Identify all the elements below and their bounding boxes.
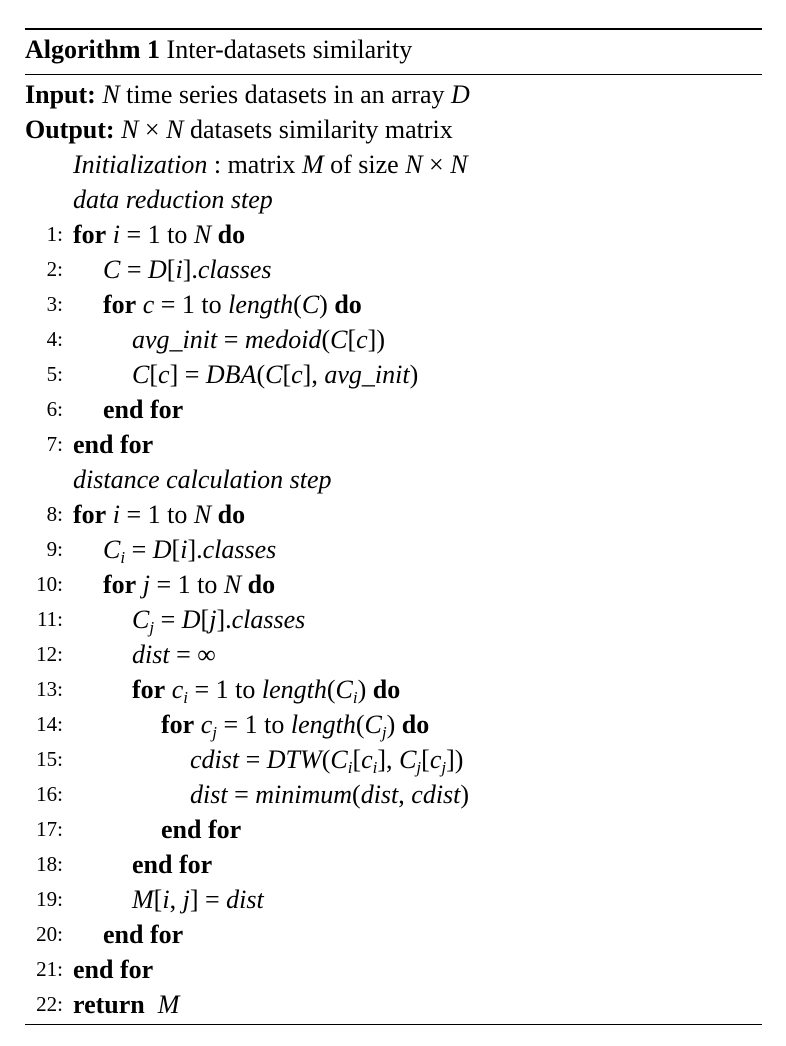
line-code: end for [161, 815, 242, 844]
line-number: 2: [46, 257, 63, 281]
line-number: 11: [36, 607, 63, 631]
line-number: 7: [46, 432, 63, 456]
line-code: end for [103, 920, 184, 949]
line-code: end for [73, 955, 154, 984]
line-number: 16: [36, 782, 63, 806]
algorithm-line-header [25, 147, 762, 182]
algorithm-line-8 [25, 497, 762, 532]
line-code: for $c_j = 1$ to $length(C_j)$ do [161, 710, 430, 742]
line-code: Input: N time series datasets in an array D [25, 80, 470, 109]
line-number: 20: [36, 922, 63, 946]
algorithm-line-header [25, 77, 762, 112]
line-code: distance calculation step [73, 465, 332, 494]
line-number: 5: [46, 362, 63, 386]
line-code: for c = 1 to length(C) do [103, 290, 362, 319]
algorithm-line-2 [25, 252, 762, 287]
line-code: for i = 1 to N do [73, 500, 246, 529]
algorithm-line-10 [25, 567, 762, 602]
line-number: 15: [36, 747, 63, 771]
line-code: Initialization : matrix M of size N × N [73, 150, 468, 179]
algorithm-line-11 [25, 602, 762, 637]
line-code: cdist = $DTW(C_i[c_i]$, $C_j[c_j]$) [190, 745, 464, 777]
algorithm-line-header [25, 182, 762, 217]
line-code: end for [103, 395, 184, 424]
line-number: 9: [46, 537, 63, 561]
line-code: end for [73, 430, 154, 459]
line-number: 17: [36, 817, 63, 841]
algorithm-line-19 [25, 882, 762, 917]
line-code: end for [132, 850, 213, 879]
bottom-rule [25, 1024, 762, 1025]
algorithm-line-3 [25, 287, 762, 322]
line-code: M[i, j] = dist [132, 885, 264, 914]
algorithm-lines [25, 75, 762, 1022]
line-number: 14: [36, 712, 63, 736]
algorithm-line-17 [25, 812, 762, 847]
line-number: 18: [36, 852, 63, 876]
line-number: 19: [36, 887, 63, 911]
algorithm-line-21 [25, 952, 762, 987]
algorithm-line-14 [25, 707, 762, 742]
line-number: 1: [46, 222, 63, 246]
algorithm-line-header [25, 112, 762, 147]
line-number: 21: [36, 957, 63, 981]
line-code: C[c] = DBA(C[c], avg_init) [132, 360, 419, 389]
algorithm-line-4 [25, 322, 762, 357]
line-number: 3: [46, 292, 63, 316]
line-code: dist = ∞ [132, 640, 216, 669]
algorithm-line-22 [25, 987, 762, 1022]
line-code: $C_j$ = D[j].classes [132, 605, 306, 637]
algorithm-line-16 [25, 777, 762, 812]
line-code: C = D[i].classes [103, 255, 272, 284]
caption-label: Algorithm 1 [25, 35, 161, 64]
line-code: dist = minimum(dist, cdist) [190, 780, 470, 809]
line-code: $C_i$ = D[i].classes [103, 535, 277, 567]
line-code: for j = 1 to N do [103, 570, 276, 599]
line-code: data reduction step [73, 185, 273, 214]
line-number: 4: [46, 327, 63, 351]
line-code: avg_init = medoid(C[c]) [132, 325, 385, 354]
caption-title: Inter-datasets similarity [166, 35, 413, 64]
line-number: 10: [36, 572, 63, 596]
line-number: 12: [36, 642, 63, 666]
algorithm-line-18 [25, 847, 762, 882]
algorithm-line-6 [25, 392, 762, 427]
line-code: for i = 1 to N do [73, 220, 246, 249]
algorithm-line-7 [25, 427, 762, 462]
algorithm-line-15 [25, 742, 762, 777]
algorithm-line-5 [25, 357, 762, 392]
algorithm-line-20 [25, 917, 762, 952]
algorithm-block [25, 28, 762, 1025]
line-code: for $c_i = 1$ to $length(C_i)$ do [132, 675, 401, 707]
line-code: return M [73, 990, 180, 1019]
algorithm-line-12 [25, 637, 762, 672]
line-code: Output: N × N datasets similarity matrix [25, 115, 453, 144]
algorithm-line-1 [25, 217, 762, 252]
algorithm-line-13 [25, 672, 762, 707]
algorithm-line-header [25, 462, 762, 497]
line-number: 22: [36, 992, 63, 1016]
line-number: 13: [36, 677, 63, 701]
line-number: 6: [46, 397, 63, 421]
algorithm-caption [25, 30, 762, 68]
line-number: 8: [46, 502, 63, 526]
algorithm-line-9 [25, 532, 762, 567]
